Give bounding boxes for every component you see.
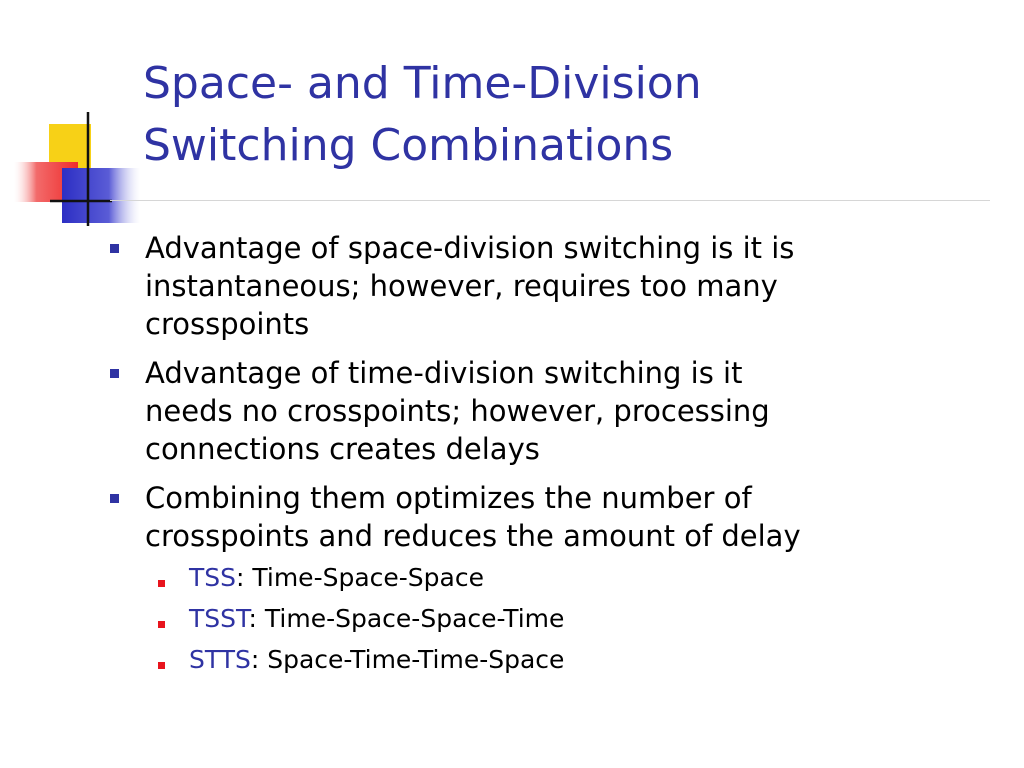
sub-bullet-square-icon <box>158 662 165 669</box>
bullet-line: Combining them optimizes the number of <box>145 481 752 515</box>
sub-bullet-abbreviation: TSST <box>189 604 249 633</box>
sub-bullet-text: : Space-Time-Time-Space <box>250 645 565 674</box>
sub-bullet-text: : Time-Space-Space <box>236 563 484 592</box>
title-line: Space- and Time-Division <box>143 58 702 109</box>
title-line: Switching Combinations <box>143 120 674 171</box>
bullet-line: connections creates delays <box>145 432 540 466</box>
bullet-line: crosspoints and reduces the amount of delay <box>145 519 801 553</box>
bullet-square-icon <box>110 494 119 503</box>
sub-bullet-text: : Time-Space-Space-Time <box>248 604 565 633</box>
sub-bullet-abbreviation: STTS <box>189 645 251 674</box>
bullet-square-icon <box>110 244 119 253</box>
sub-bullet-abbreviation: TSS <box>189 563 237 592</box>
bullet-line: crosspoints <box>145 307 310 341</box>
sub-bullet-square-icon <box>158 580 165 587</box>
bullet-line: Advantage of time-division switching is it <box>145 356 743 390</box>
sub-bullet-square-icon <box>158 621 165 628</box>
bullet-line: instantaneous; however, requires too many <box>145 269 778 303</box>
bullet-line: Advantage of space-division switching is it is <box>145 231 795 265</box>
bullet-line: needs no crosspoints; however, processing <box>145 394 770 428</box>
bullet-item <box>145 354 985 468</box>
sub-bullet-item <box>189 562 484 594</box>
sub-bullet-item <box>189 644 564 676</box>
bullet-square-icon <box>110 369 119 378</box>
sub-bullet-item <box>189 603 564 635</box>
bullet-item <box>145 229 985 343</box>
bullet-item <box>145 479 985 555</box>
